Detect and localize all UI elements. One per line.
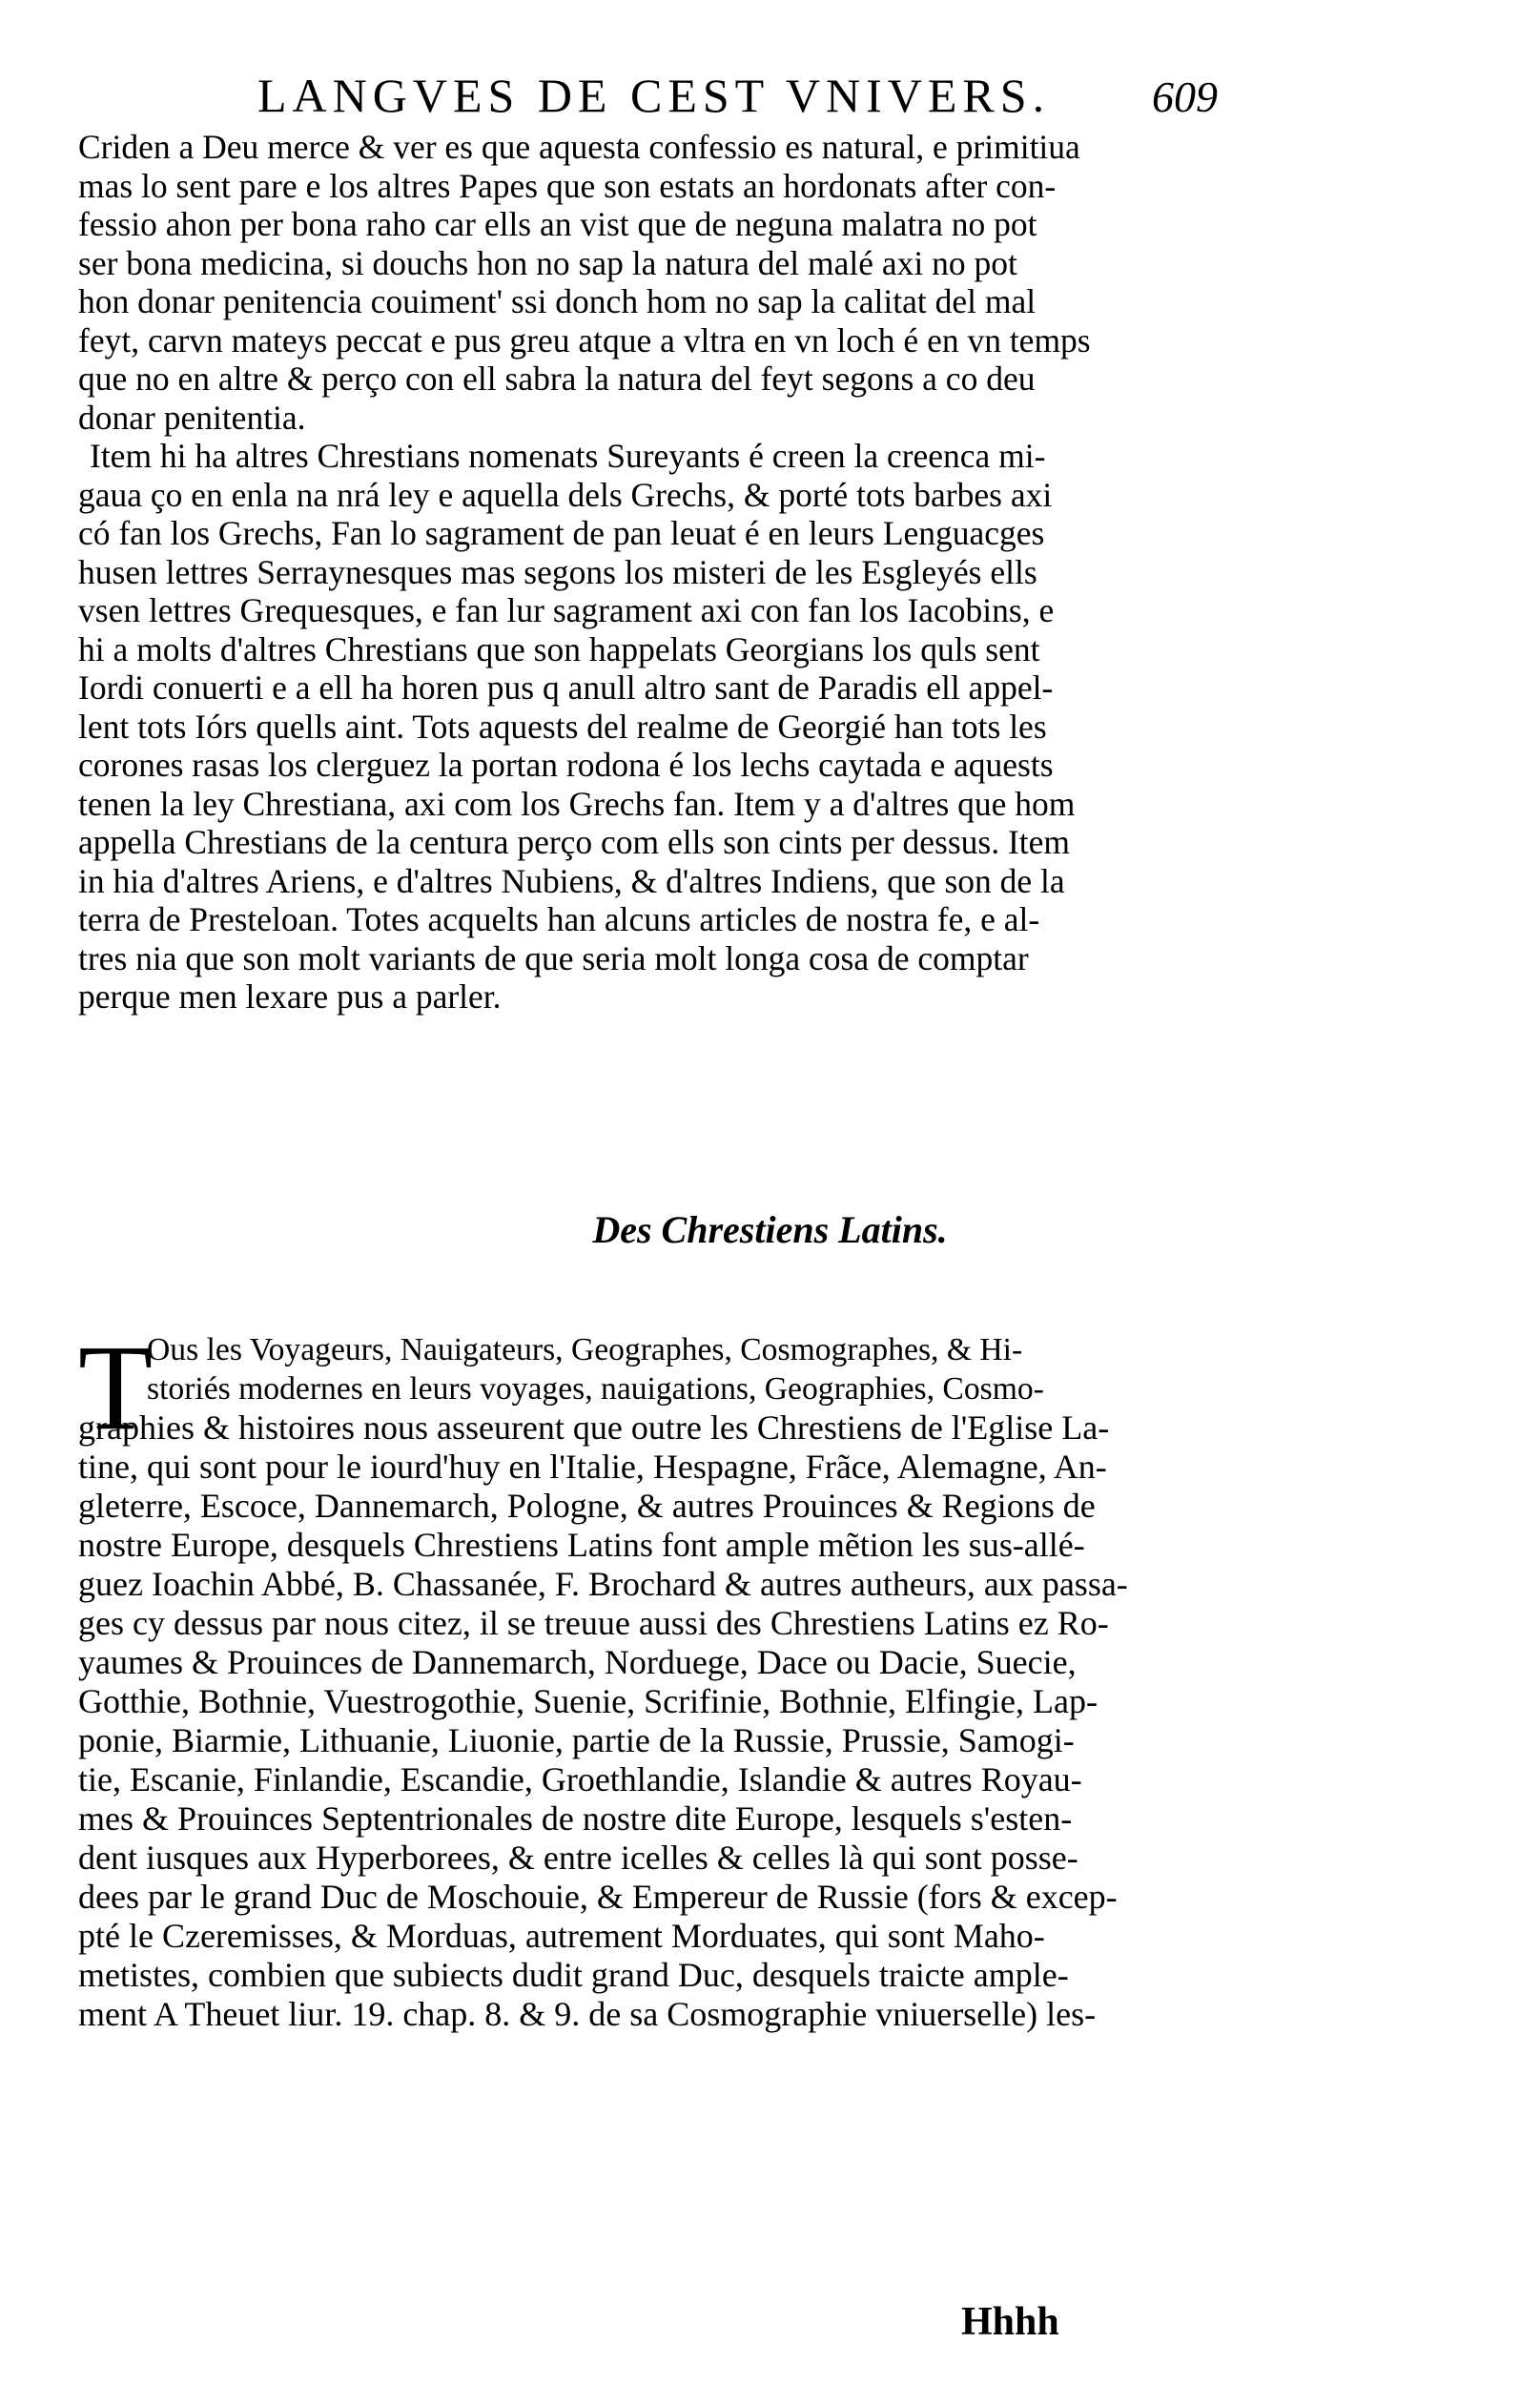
- text-line: hon donar penitencia couiment' ssi donch hom no sap la calitat del mal: [78, 282, 1037, 320]
- text-line: feyt, carvn mateys peccat e pus greu atque a vltra en vn loch é en vn temps: [78, 320, 1091, 360]
- text-line: tenen la ley Chrestiana, axi com los Grechs fan. Item y a d'altres que hom: [78, 784, 1076, 823]
- text-line: dees par le grand Duc de Moschouie, & Empereur de Russie (fors & excep-: [78, 1878, 1118, 1916]
- text-line: ment A Theuet liur. 19. chap. 8. & 9. de sa Cosmographie vniuerselle) les-: [78, 1995, 1097, 2033]
- text-line: lent tots Iórs quells aint. Tots aquests del realme de Georgié han tots les: [78, 707, 1047, 746]
- text-line: husen lettres Serraynesques mas segons los misteri de les Esgleyés ells: [78, 552, 1037, 591]
- text-line: mas lo sent pare e los altres Papes que son estats an hordonats after con-: [78, 166, 1057, 205]
- text-line: Iordi conuerti e a ell ha horen pus q anull altro sant de Paradis ell appel-: [78, 668, 1054, 707]
- text-line: vsen lettres Grequesques, e fan lur sagrament axi con fan los Iacobins, e: [78, 591, 1055, 629]
- text-line: pté le Czeremisses, & Morduas, autrement Morduates, qui sont Maho-: [78, 1917, 1045, 1955]
- running-title: LANGVES DE CEST VNIVERS.: [257, 69, 1051, 122]
- text-line: tie, Escanie, Finlandie, Escandie, Groethlandie, Islandie & autres Royau-: [78, 1760, 1082, 1798]
- text-line: corones rasas los clerguez la portan rodona é los lechs caytada e aquests: [78, 746, 1054, 784]
- page-number: 609: [1152, 72, 1218, 121]
- text-line: Item hi ha altres Chrestians nomenats Sureyants é creen la creenca mi-: [90, 437, 1046, 475]
- catalan-text-block: [78, 128, 1284, 1017]
- text-line: nostre Europe, desquels Chrestiens Latins font ample mẽtion les sus-allé-: [78, 1526, 1085, 1564]
- text-line: tres nia que son molt variants de que seria molt longa cosa de comptar: [78, 938, 1029, 977]
- text-line: in hia d'altres Ariens, e d'altres Nubiens, & d'altres Indiens, que son de la: [78, 861, 1065, 900]
- text-line: terra de Presteloan. Totes acquelts han alcuns articles de nostra fe, e al-: [78, 900, 1040, 938]
- french-text-block: [78, 1320, 1284, 2034]
- text-line: hi a molts d'altres Chrestians que son happelats Georgians los quls sent: [78, 629, 1040, 668]
- text-line: yaumes & Prouinces de Dannemarch, Norduege, Dace ou Dacie, Suecie,: [78, 1643, 1077, 1681]
- text-line: gaua ço en enla na nrá ley e aquella dels Grechs, & porté tots barbes axi: [78, 475, 1053, 514]
- text-line: ges cy dessus par nous citez, il se treuue aussi des Chrestiens Latins ez Ro-: [78, 1604, 1109, 1642]
- text-line: mes & Prouinces Septentrionales de nostre dite Europe, lesquels s'esten-: [78, 1799, 1073, 1838]
- text-line: Criden a Deu merce & ver es que aquesta confessio es natural, e primitiua: [78, 128, 1080, 166]
- drop-cap: T: [78, 1320, 154, 1455]
- text-line: storiés modernes en leurs voyages, nauigations, Geographies, Cosmo-: [147, 1371, 1044, 1407]
- text-line: có fan los Grechs, Fan lo sagrament de pan leuat é en leurs Lenguacges: [78, 514, 1045, 552]
- text-line: metistes, combien que subiects dudit grand Duc, desquels traicte ample-: [78, 1956, 1069, 1994]
- text-line: fessio ahon per bona raho car ells an vist que de neguna malatra no pot: [78, 205, 1037, 243]
- section-heading: Des Chrestiens Latins.: [592, 1208, 948, 1251]
- text-line: Gotthie, Bothnie, Vuestrogothie, Suenie, Scrifinie, Bothnie, Elfingie, Lap-: [78, 1682, 1098, 1720]
- text-line: perque men lexare pus a parler.: [78, 977, 502, 1016]
- text-line: gleterre, Escoce, Dannemarch, Pologne, & autres Prouinces & Regions de: [78, 1487, 1096, 1525]
- text-line: dent iusques aux Hyperborees, & entre icelles & celles là qui sont posse-: [78, 1839, 1078, 1877]
- text-line: guez Ioachin Abbé, B. Chassanée, F. Brochard & autres autheurs, aux passa-: [78, 1565, 1128, 1603]
- text-line: donar penitentia.: [78, 398, 306, 437]
- text-line: ser bona medicina, si douchs hon no sap la natura del malé axi no pot: [78, 243, 1017, 282]
- text-line: que no en altre & perço con ell sabra la natura del feyt segons a co deu: [78, 360, 1036, 398]
- text-line: tine, qui sont pour le iourd'huy en l'Italie, Hespagne, Frãce, Alemagne, An-: [78, 1448, 1107, 1486]
- signature-mark: Hhhh: [961, 2300, 1059, 2344]
- text-line: appella Chrestians de la centura perço com ells son cints per dessus. Item: [78, 823, 1071, 861]
- text-line: graphies & histoires nous asseurent que outre les Chrestiens de l'Eglise La-: [78, 1408, 1110, 1447]
- text-line: ponie, Biarmie, Lithuanie, Liuonie, partie de la Russie, Prussie, Samogi-: [78, 1721, 1075, 1759]
- text-line: Ous les Voyageurs, Nauigateurs, Geographes, Cosmographes, & Hi-: [147, 1332, 1023, 1367]
